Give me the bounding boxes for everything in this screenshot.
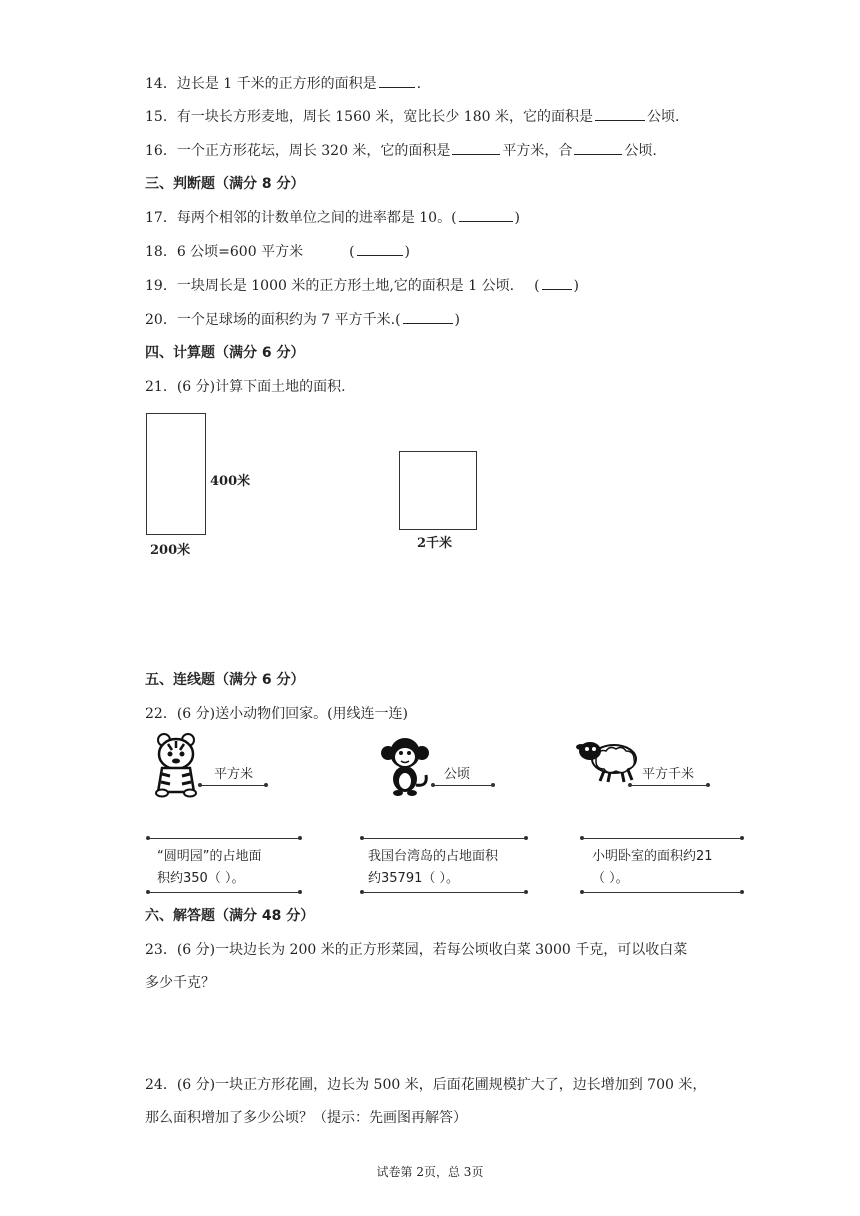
answer-blank[interactable] [379,73,415,88]
question-15: 15．有一块长方形麦地，周长 1560 米，宽比长少 180 米，它的面积是 公顷. [145,106,679,127]
unit-label-hectare: 公顷 [444,767,471,782]
rect-height-label: 400米 [210,474,251,489]
answer-blank[interactable] [595,106,645,121]
question-23-line2: 多少千克？ [145,975,215,991]
monkey-icon [376,735,434,797]
question-22: 22．(6 分)送小动物们回家。(用线连一连) [145,706,409,722]
question-21: 21．(6 分)计算下面土地的面积. [145,379,346,395]
answer-blank[interactable] [574,140,622,155]
question-16: 16．一个正方形花坛，周长 320 米，它的面积是 平方米，合 公顷. [145,140,657,161]
card-bottom-line [582,892,742,893]
card-top-line [362,838,526,839]
tiger-icon [148,732,204,798]
card-taiwan: 我国台湾岛的占地面积 约35791（ ）。 [368,849,499,886]
answer-blank[interactable] [452,140,500,155]
question-19: 19．一块周长是 1000 米的正方形土地,它的面积是 1 公顷. ( ) [145,275,579,296]
card-top-line [148,838,300,839]
answer-blank[interactable] [459,207,513,222]
unit-label-sqkm: 平方千米 [642,767,695,782]
question-23-line1: 23．(6 分)一块边长为 200 米的正方形菜园，若每公顷收白菜 3000 千克，可以收白菜 [145,942,688,958]
answer-blank[interactable] [357,241,403,256]
card-bottom-line [362,892,526,893]
card-top-line [582,838,742,839]
section-heading: 四、计算题（满分 6 分） [145,345,305,361]
question-24-line2: 那么面积增加了多少公顷？（提示：先画图再解答） [145,1110,467,1126]
card-yuanmingyuan: “圆明园”的占地面 积约350（ ）。 [157,849,262,886]
card-bottom-line [148,892,300,893]
square-side-label: 2千米 [417,536,453,551]
question-24-line1: 24．(6 分)一块正方形花圃，边长为 500 米，后面花圃规模扩大了，边长增加到 700 米， [145,1077,707,1093]
question-14: 14．边长是 1 千米的正方形的面积是 . [145,73,421,94]
answer-blank[interactable] [542,275,572,290]
question-20: 20．一个足球场的面积约为 7 平方千米.( ) [145,309,460,330]
monkey-home-line [433,785,493,786]
answer-blank[interactable] [403,309,453,324]
rect-width-label: 200米 [150,543,191,558]
unit-label-sqm: 平方米 [214,767,254,782]
section-heading: 三、判断题（满分 8 分） [145,176,305,192]
question-18: 18．6 公顷=600 平方米 ( ) [145,241,410,262]
section-heading: 六、解答题（满分 48 分） [145,908,315,924]
question-17: 17．每两个相邻的计数单位之间的进率都是 10。( ) [145,207,520,228]
square-figure [399,451,477,530]
card-bedroom: 小明卧室的面积约21 （ ）。 [592,849,713,886]
tiger-home-line [200,785,266,786]
section-heading: 五、连线题（满分 6 分） [145,672,305,688]
page-footer: 试卷第 2页，总 3页 [376,1165,484,1179]
rectangle-figure [146,413,206,535]
sheep-home-line [630,785,708,786]
sheep-icon [576,735,640,785]
